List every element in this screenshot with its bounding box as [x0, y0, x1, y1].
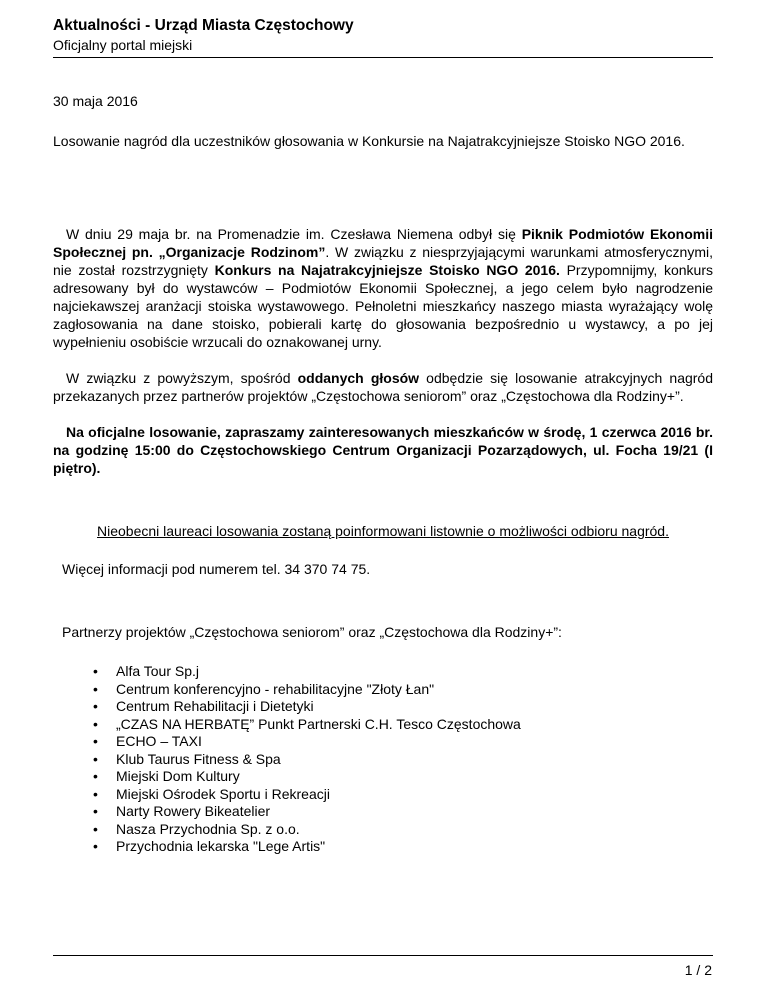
bullet-icon: •	[93, 750, 98, 767]
bullet-icon: •	[93, 680, 98, 697]
partner-name: Klub Taurus Fitness & Spa	[116, 750, 281, 767]
more-info: Więcej informacji pod numerem tel. 34 370 74 75.	[62, 561, 371, 577]
partner-name: Centrum Rehabilitacji i Dietetyki	[116, 698, 314, 714]
site-subtitle: Oficjalny portal miejski	[53, 37, 193, 53]
list-item	[53, 786, 713, 804]
partner-name: Narty Rowery Bikeatelier	[116, 803, 271, 819]
article-headline: Losowanie nagród dla uczestników głosowania w Konkursie na Najatrakcyjniejsze Stoisko NGO 2016.	[53, 133, 685, 149]
paragraph-picnic	[53, 225, 713, 351]
p1-bold-contest: Konkurs na Najatrakcyjniejsze Stoisko NGO 2016.	[214, 262, 560, 278]
footer-divider	[53, 955, 713, 956]
p1-text-c: . W związku z niesprzyjającymi warunkami atmosferycznymi, nie został rozstrzygnięty	[53, 244, 713, 278]
header-divider	[53, 57, 713, 58]
list-item	[53, 803, 713, 821]
p1-bold-picnic: Piknik Podmiotów Ekonomii Społecznej pn. „Organizacje Rodzinom”	[53, 226, 713, 260]
partners-intro: Partnerzy projektów „Częstochowa seniorom” oraz „Częstochowa dla Rodziny+”:	[62, 624, 562, 640]
paragraph-draw	[53, 369, 713, 405]
bullet-icon: •	[93, 733, 98, 749]
list-item	[53, 698, 713, 716]
bullet-icon: •	[93, 715, 98, 732]
list-item	[53, 663, 713, 681]
partners-list	[53, 663, 713, 856]
list-item	[53, 751, 713, 769]
article-date: 30 maja 2016	[53, 93, 138, 109]
partner-name: ECHO – TAXI	[116, 733, 202, 749]
page-header	[53, 16, 713, 54]
bullet-icon: •	[93, 663, 98, 679]
list-item	[53, 821, 713, 839]
bullet-icon: •	[93, 698, 98, 714]
bullet-icon: •	[93, 820, 98, 837]
bullet-icon: •	[93, 768, 98, 784]
list-item	[53, 716, 713, 734]
p2-text-a: W związku z powyższym, spośród	[66, 370, 298, 386]
bullet-icon: •	[93, 838, 98, 854]
p2-text-c: odbędzie się losowanie atrakcyjnych nagród przekazanych przez partnerów projektów „Częstochowa seniorom” oraz „Częstochowa dla Rodziny+”.	[53, 370, 713, 404]
bullet-icon: •	[93, 785, 98, 802]
list-item	[53, 768, 713, 786]
site-title: Aktualności - Urząd Miasta Częstochowy	[53, 17, 354, 34]
partner-name: Miejski Dom Kultury	[116, 768, 240, 784]
partner-name: Przychodnia lekarska "Lege Artis"	[116, 838, 326, 854]
absent-winners-notice: Nieobecni laureaci losowania zostaną poinformowani listownie o możliwości odbioru nagród.	[97, 523, 669, 539]
paragraph-invitation: Na oficjalne losowanie, zapraszamy zainteresowanych mieszkańców w środę, 1 czerwca 2016 br. na godzinę 15:00 do Częstochowskiego Centrum Organizacji Pozarządowych, ul. Focha 19/21 (I piętro).	[53, 424, 713, 476]
article-body	[53, 92, 713, 856]
list-item	[53, 733, 713, 751]
page-number: 1 / 2	[684, 962, 712, 978]
partner-name: Nasza Przychodnia Sp. z o.o.	[116, 820, 300, 837]
p2-bold-votes: oddanych głosów	[297, 370, 420, 386]
list-item	[53, 838, 713, 856]
list-item	[53, 681, 713, 699]
bullet-icon: •	[93, 803, 98, 819]
p1-text-a: W dniu 29 maja br. na Promenadzie im. Czesława Niemena odbył się	[66, 226, 522, 242]
partner-name: Alfa Tour Sp.j	[116, 663, 200, 679]
partner-name: Centrum konferencyjno - rehabilitacyjne "Złoty Łan"	[116, 680, 435, 697]
partner-name: „CZAS NA HERBATĘ” Punkt Partnerski C.H. Tesco Częstochowa	[116, 715, 521, 732]
partner-name: Miejski Ośrodek Sportu i Rekreacji	[116, 785, 330, 802]
p1-text-e: Przypomnijmy, konkurs adresowany był do wystawców – Podmiotów Ekonomii Społecznej, a jego celem było nagrodzenie najciekawszej aranżacji stoiska wystawowego. Pełnoletni mieszkańcy naszego miasta wyrażający wolę zagłosowania na dane stoisko, pobierali kartę do głosowania bezpośrednio u wystawcy, a po jej wypełnieniu osobiście wrzucali do oznakowanej urny.	[53, 262, 713, 350]
